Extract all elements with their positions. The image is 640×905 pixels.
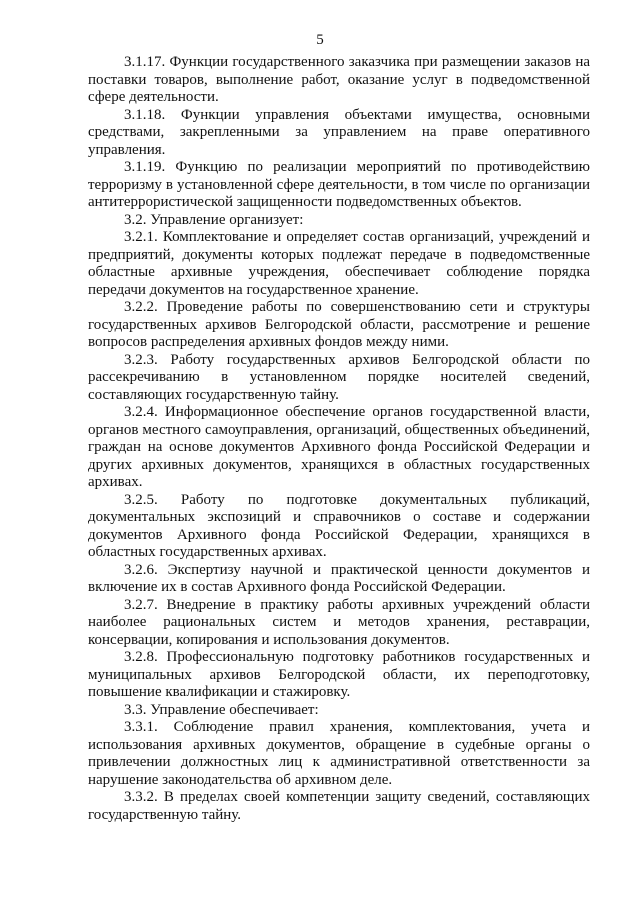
paragraph-3-2-3: 3.2.3. Работу государственных архивов Белгородской области по рассекречиванию в установленном порядке носителей сведений, составляющих государственную тайну. (88, 351, 590, 403)
paragraph-3-2-4: 3.2.4. Информационное обеспечение органов государственной власти, органов местного самоуправления, организаций, общественных объединений, граждан на основе документов Архивного фонда Российской Федерации и других архивных документов, хранящихся в областных государственных архивах. (88, 404, 590, 490)
paragraph-3-2-5: 3.2.5. Работу по подготовке документальных публикаций, документальных экспозиций и справочников о составе и содержании документов Архивного фонда Российской Федерации, хранящихся в областных государственных архивах. (88, 491, 590, 560)
paragraph-3-2-6: 3.2.6. Экспертизу научной и практической ценности документов и включение их в состав Архивного фонда Российской Федерации. (88, 561, 590, 595)
section-heading-3-2: 3.2. Управление организует: (124, 211, 304, 228)
paragraph-3-1-18: 3.1.18. Функции управления объектами имущества, основными средствами, закрепленными за управлением на праве оперативного управления. (88, 106, 590, 158)
paragraph-3-2-8: 3.2.8. Профессиональную подготовку работников государственных и муниципальных архивов Белгородской области, их переподготовку, повышение квалификации и стажировку. (88, 649, 590, 700)
paragraph-3-1-17: 3.1.17. Функции государственного заказчика при размещении заказов на поставки товаров, выполнение работ, оказание услуг в подведомственной сфере деятельности. (88, 54, 590, 105)
paragraph-3-1-19: 3.1.19. Функцию по реализации мероприятий по противодействию терроризму в установленной сфере деятельности, в том числе по организации антитеррористической защищенности подведомственных объектов. (88, 159, 590, 210)
paragraph-3-3-2: 3.3.2. В пределах своей компетенции защиту сведений, составляющих государственную тайну. (88, 789, 590, 823)
paragraph-3-2-7: 3.2.7. Внедрение в практику работы архивных учреждений области наиболее рациональных систем и методов хранения, реставрации, консервации, копирования и использования документов. (88, 596, 590, 648)
section-heading-3-3: 3.3. Управление обеспечивает: (124, 701, 319, 718)
document-body (88, 54, 590, 824)
paragraph-3-2-1: 3.2.1. Комплектование и определяет состав организаций, учреждений и предприятий, документы которых подлежат передаче в подведомственные областные архивные учреждения, обеспечивает соблюдение порядка передачи документов на государственное хранение. (88, 229, 590, 298)
page-number: 5 (316, 32, 324, 48)
paragraph-3-2-2: 3.2.2. Проведение работы по совершенствованию сети и структуры государственных архивов Белгородской области, рассмотрение и решение вопросов распределения архивных фондов между ними. (88, 299, 590, 350)
paragraph-3-3-1: 3.3.1. Соблюдение правил хранения, комплектования, учета и использования архивных документов, обращение в судебные органы о привлечении должностных лиц к административной ответственности за нарушение законодательства об архивном деле. (88, 719, 590, 788)
